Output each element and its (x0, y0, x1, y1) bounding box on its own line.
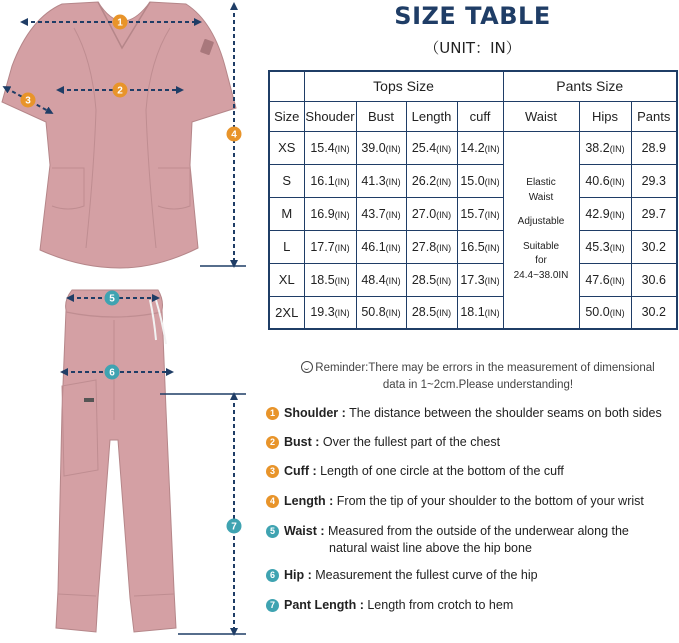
cell-length: 26.2(IN) (406, 164, 457, 197)
cell-cuff: 15.0(IN) (457, 164, 503, 197)
cell-pants: 28.9 (631, 131, 677, 164)
legend-text (284, 523, 679, 557)
cell-cuff: 17.3(IN) (457, 263, 503, 296)
legend-text (284, 567, 679, 584)
table-row (269, 164, 677, 197)
col-header-shoulder: Shouder (304, 101, 356, 131)
cell-cuff: 14.2(IN) (457, 131, 503, 164)
legend-text (284, 405, 679, 422)
col-header-bust: Bust (356, 101, 406, 131)
legend-term: Shoulder : (284, 406, 346, 420)
cell-size: XS (269, 131, 304, 164)
cell-shoulder: 18.5(IN) (304, 263, 356, 296)
cell-size: S (269, 164, 304, 197)
cell-bust: 39.0(IN) (356, 131, 406, 164)
cell-hips: 40.6(IN) (579, 164, 631, 197)
legend-number-badge: 2 (266, 436, 279, 449)
cell-cuff: 16.5(IN) (457, 230, 503, 263)
table-row (269, 230, 677, 263)
garment-illustration (0, 0, 260, 643)
marker-3 (21, 93, 36, 108)
cell-shoulder: 15.4(IN) (304, 131, 356, 164)
cell-pants: 30.2 (631, 230, 677, 263)
scrub-top-drawing (2, 2, 236, 268)
cell-length: 28.5(IN) (406, 296, 457, 329)
legend-number-badge: 4 (266, 495, 279, 508)
legend-number-badge: 1 (266, 407, 279, 420)
cell-size: L (269, 230, 304, 263)
cell-hips: 47.6(IN) (579, 263, 631, 296)
cell-bust: 50.8(IN) (356, 296, 406, 329)
svg-text:1: 1 (117, 17, 123, 29)
legend-description: Over the fullest part of the chest (322, 435, 501, 449)
marker-1 (113, 15, 128, 30)
svg-text:4: 4 (231, 129, 237, 141)
pants-size-header: Pants Size (503, 71, 677, 101)
table-row (269, 263, 677, 296)
legend-term: Cuff : (284, 464, 317, 478)
col-header-cuff: cuff (457, 101, 503, 131)
table-corner (269, 71, 304, 101)
page-title: SIZE TABLE (394, 2, 551, 30)
col-header-pants: Pants (631, 101, 677, 131)
cell-length: 28.5(IN) (406, 263, 457, 296)
cell-hips: 42.9(IN) (579, 197, 631, 230)
legend-text (284, 493, 679, 510)
marker-4 (227, 127, 242, 142)
cell-length: 27.0(IN) (406, 197, 457, 230)
table-row (269, 131, 677, 164)
reminder-line-2: data in 1~2cm.Please understanding! (382, 379, 574, 391)
legend-number-badge: 7 (266, 599, 279, 612)
legend-term: Waist : (284, 524, 325, 538)
cell-bust: 48.4(IN) (356, 263, 406, 296)
legend-text (284, 463, 679, 480)
legend-description-cont: natural waist line above the hip bone (329, 541, 532, 555)
col-header-waist: Waist (503, 101, 579, 131)
legend-text (284, 597, 679, 614)
svg-text:7: 7 (231, 521, 237, 533)
cell-size: 2XL (269, 296, 304, 329)
scrub-pants-drawing (56, 290, 176, 632)
cell-pants: 29.7 (631, 197, 677, 230)
legend-term: Pant Length : (284, 598, 364, 612)
legend-term: Hip : (284, 568, 312, 582)
legend-description: Measurement the fullest curve of the hip (315, 568, 538, 582)
cell-bust: 41.3(IN) (356, 164, 406, 197)
legend-term: Bust : (284, 435, 320, 449)
svg-text:2: 2 (117, 85, 123, 97)
legend-number-badge: 6 (266, 569, 279, 582)
cell-size: XL (269, 263, 304, 296)
cell-pants: 30.2 (631, 296, 677, 329)
cell-bust: 43.7(IN) (356, 197, 406, 230)
legend-number-badge: 3 (266, 465, 279, 478)
cell-hips: 38.2(IN) (579, 131, 631, 164)
table-row (269, 197, 677, 230)
legend-description: Length of one circle at the bottom of the cuff (320, 464, 564, 478)
legend-description: Length from crotch to hem (367, 598, 514, 612)
marker-5 (105, 291, 120, 306)
reminder-note (282, 360, 674, 394)
legend-description: Measured from the outside of the underwear along the (328, 524, 629, 538)
svg-text:5: 5 (109, 293, 115, 305)
cell-hips: 50.0(IN) (579, 296, 631, 329)
cell-cuff: 18.1(IN) (457, 296, 503, 329)
cell-hips: 45.3(IN) (579, 230, 631, 263)
table-row (269, 296, 677, 329)
cell-waist-note: Elastic Waist Adjustable Suitable for 24.4~38.0IN (503, 131, 579, 329)
cell-shoulder: 16.9(IN) (304, 197, 356, 230)
col-header-size: Size (269, 101, 304, 131)
cell-cuff: 15.7(IN) (457, 197, 503, 230)
legend-text (284, 434, 679, 451)
cell-length: 25.4(IN) (406, 131, 457, 164)
col-header-hips: Hips (579, 101, 631, 131)
cell-shoulder: 19.3(IN) (304, 296, 356, 329)
marker-2 (113, 83, 128, 98)
tops-size-header: Tops Size (304, 71, 503, 101)
cell-shoulder: 16.1(IN) (304, 164, 356, 197)
marker-6 (105, 365, 120, 380)
legend-description: From the tip of your shoulder to the bottom of your wrist (336, 494, 644, 508)
cell-pants: 30.6 (631, 263, 677, 296)
cell-shoulder: 17.7(IN) (304, 230, 356, 263)
reminder-line-1: Reminder:There may be errors in the measurement of dimensional (315, 362, 655, 374)
size-table (268, 70, 678, 330)
cell-pants: 29.3 (631, 164, 677, 197)
cell-bust: 46.1(IN) (356, 230, 406, 263)
col-header-length: Length (406, 101, 457, 131)
svg-text:6: 6 (109, 367, 115, 379)
smile-icon (301, 361, 313, 373)
svg-text:3: 3 (25, 95, 31, 107)
unit-label: （UNIT：IN） (424, 39, 521, 57)
legend-description: The distance between the shoulder seams on both sides (349, 406, 662, 420)
legend-term: Length : (284, 494, 334, 508)
marker-7 (227, 519, 242, 534)
cell-length: 27.8(IN) (406, 230, 457, 263)
cell-size: M (269, 197, 304, 230)
legend-number-badge: 5 (266, 525, 279, 538)
